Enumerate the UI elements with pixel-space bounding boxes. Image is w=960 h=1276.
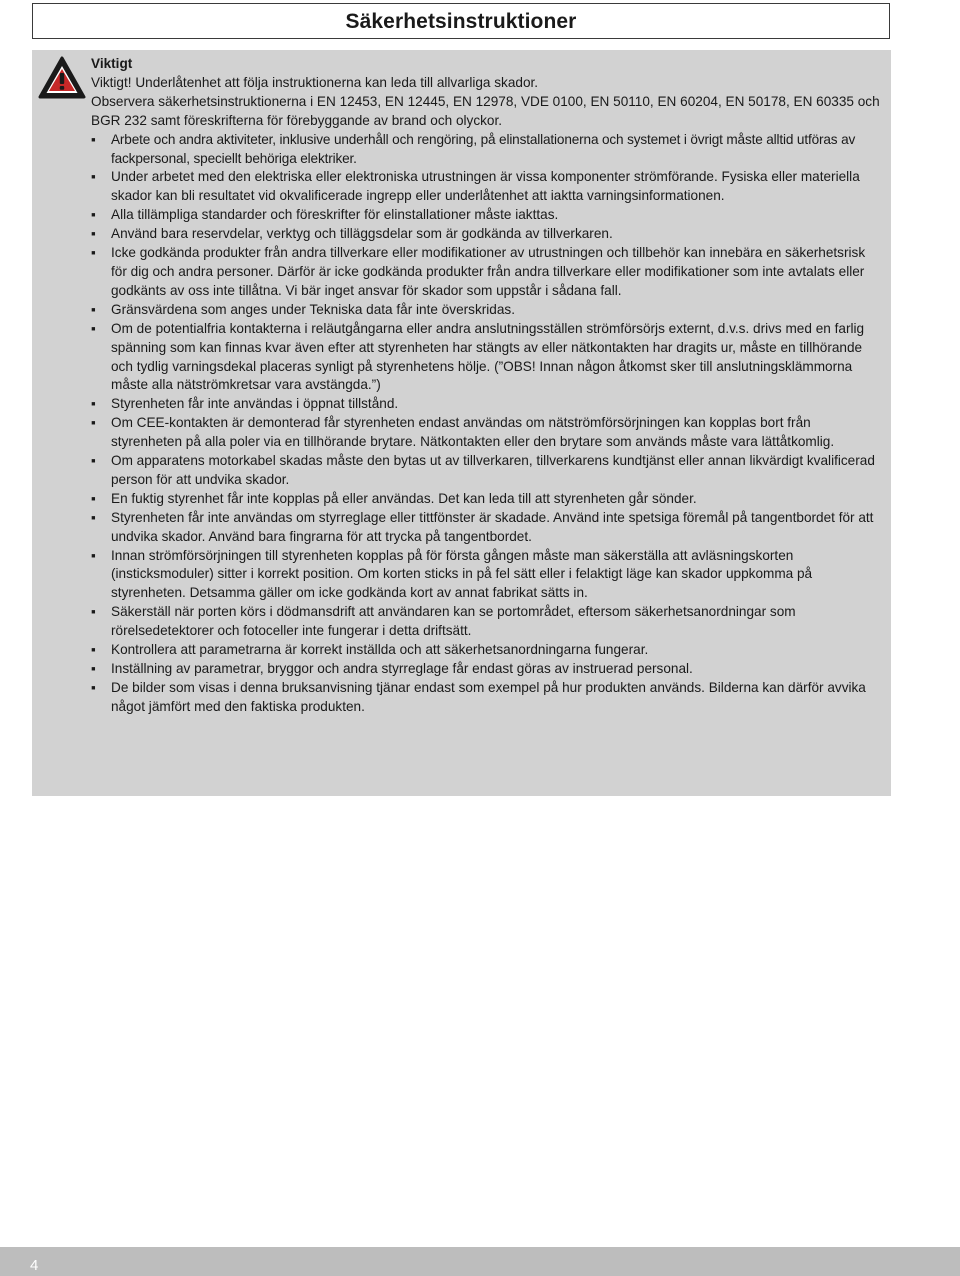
- bullet-icon: ▪: [91, 490, 96, 506]
- bullet-icon: ▪: [91, 509, 96, 525]
- bullet-icon: ▪: [91, 301, 96, 317]
- safety-panel: [32, 50, 891, 796]
- list-item-text: Om de potentialfria kontakterna i reläutgångarna eller andra anslutningsställen strömförsörjs externt, d.v.s. drivs med en farlig spänning som kan finnas kvar även efter att styrenheten har stängts av eller nätkontakten har dragits ur, måste en tillhörande och tydlig varningsdekal placeras synligt på styrenhetens hölje. (”OBS! Innan någon åtkomst sker till anslutningsklämmorna måste alla nätströmkretsar vara avstängda.”): [111, 320, 865, 393]
- list-item: [91, 547, 883, 604]
- list-item-text: Under arbetet med den elektriska eller elektroniska utrustningen är vissa komponenter strömförande. Fysiska eller materiella skador kan bli resultatet vid okvalificerade ingrepp eller underlåtenhet att iaktta varningsinformationen.: [111, 169, 860, 204]
- intro-standards: Observera säkerhetsinstruktionerna i EN 12453, EN 12445, EN 12978, VDE 0100, EN 50110, EN 60204, EN 50178, EN 60335 och BGR 232 samt föreskrifterna för förebyggande av brand och olyckor.: [91, 93, 880, 128]
- list-item: [91, 395, 883, 414]
- list-item: [91, 641, 883, 660]
- list-item-text: De bilder som visas i denna bruksanvisning tjänar endast som exempel på hur produkten används. Bilderna kan därför avvika något jämfört med den faktiska produkten.: [111, 679, 866, 714]
- list-item: [91, 490, 883, 509]
- safety-list: [91, 131, 883, 717]
- list-item: [91, 131, 883, 169]
- list-item-text: Använd bara reservdelar, verktyg och tilläggsdelar som är godkända av tillverkaren.: [111, 226, 613, 242]
- list-item-text: Inställning av parametrar, bryggor och andra styrreglage får endast göras av instruerad personal.: [111, 661, 693, 676]
- list-item: [91, 452, 883, 490]
- list-item-text: Om apparatens motorkabel skadas måste den bytas ut av tillverkaren, tillverkarens kundtjänst eller annan likvärdigt kvalificerad person för att undvika skador.: [111, 453, 875, 487]
- list-item-text: Icke godkända produkter från andra tillverkare eller modifikationer av utrustningen och tillbehör kan innebära en säkerhetsrisk för dig och andra personer. Därför är icke godkända produkter från andra tillverkare eller modifikationer som inte avtalats eller godkänts av oss inte tillåtna. Vi bär inget ansvar för skador som uppstår i sådana fall.: [111, 245, 866, 298]
- list-item: [91, 679, 883, 717]
- page-title: Säkerhetsinstruktioner: [345, 10, 577, 33]
- list-item: [91, 603, 883, 641]
- bullet-icon: ▪: [91, 415, 96, 431]
- list-item: [91, 225, 883, 244]
- list-item-text: Styrenheten får inte användas i öppnat tillstånd.: [111, 396, 399, 412]
- list-item: [91, 206, 883, 225]
- bullet-icon: ▪: [91, 661, 96, 676]
- list-item: [91, 414, 883, 452]
- safety-content: [91, 55, 883, 717]
- list-item: [91, 660, 883, 679]
- bullet-icon: ▪: [91, 131, 96, 147]
- bullet-icon: ▪: [91, 320, 96, 336]
- bullet-icon: ▪: [91, 604, 96, 620]
- bullet-icon: ▪: [91, 226, 96, 242]
- title-box: [32, 3, 890, 39]
- list-item-text: Kontrollera att parametrarna är korrekt inställda och att säkerhetsanordningarna fungerar.: [111, 642, 649, 658]
- list-item: [91, 509, 883, 547]
- page-number: 4: [30, 1257, 39, 1274]
- list-item-text: Gränsvärdena som anges under Tekniska data får inte överskridas.: [111, 301, 516, 317]
- bullet-icon: ▪: [91, 245, 96, 261]
- list-item-text: Säkerställ när porten körs i dödmansdrift att användaren kan se portområdet, eftersom säkerhetsanordningar som rörelsedetektorer och fotoceller inte fungerar i detta driftsätt.: [111, 604, 796, 639]
- list-item: [91, 320, 883, 396]
- bullet-icon: ▪: [91, 547, 96, 563]
- bullet-icon: ▪: [91, 207, 96, 223]
- list-item-text: En fuktig styrenhet får inte kopplas på eller användas. Det kan leda till att styrenheten går sönder.: [111, 490, 697, 506]
- warning-triangle-icon: [38, 56, 86, 100]
- footer-band: [0, 1247, 960, 1276]
- bullet-icon: ▪: [91, 169, 96, 185]
- bullet-icon: ▪: [91, 642, 96, 658]
- list-item-text: Arbete och andra aktiviteter, inklusive underhåll och rengöring, på elinstallationerna och systemet i övrigt måste alltid utföras av fackpersonal, speciellt behöriga elektriker.: [111, 131, 856, 166]
- list-item-text: Om CEE-kontakten är demonterad får styrenheten endast användas om nätströmförsörjningen kan kopplas bort från styrenheten på alla poler via en tillhörande brytare. Nätkontakten eller den brytare som används måste vara lättåtkomlig.: [111, 415, 835, 450]
- list-item: [91, 168, 883, 206]
- list-item: [91, 244, 883, 301]
- bullet-icon: ▪: [91, 679, 96, 695]
- list-item-text: Alla tillämpliga standarder och föreskrifter för elinstallationer måste iakttas.: [111, 207, 559, 223]
- list-item-text: Innan strömförsörjningen till styrenheten kopplas på för första gången måste man säkerställa att avläsningskorten (insticksmoduler) sitter i korrekt position. Om korten sticks in på fel sätt eller i felaktigt läge kan skador uppkomma på styrenheten. Detsamma gäller om icke godkända kort av annat fabrikat sätts in.: [111, 547, 813, 601]
- list-item: [91, 301, 883, 320]
- viktigt-heading: Viktigt: [91, 56, 133, 71]
- bullet-icon: ▪: [91, 453, 96, 469]
- intro-warning: Viktigt! Underlåtenhet att följa instruktionerna kan leda till allvarliga skador.: [91, 74, 539, 90]
- list-item-text: Styrenheten får inte användas om styrreglage eller tittfönster är skadade. Använd inte spetsiga föremål på tangentbordet för att undvika skador. Använd bara fingrarna för att trycka på tangentbordet.: [111, 509, 874, 544]
- bullet-icon: ▪: [91, 396, 96, 412]
